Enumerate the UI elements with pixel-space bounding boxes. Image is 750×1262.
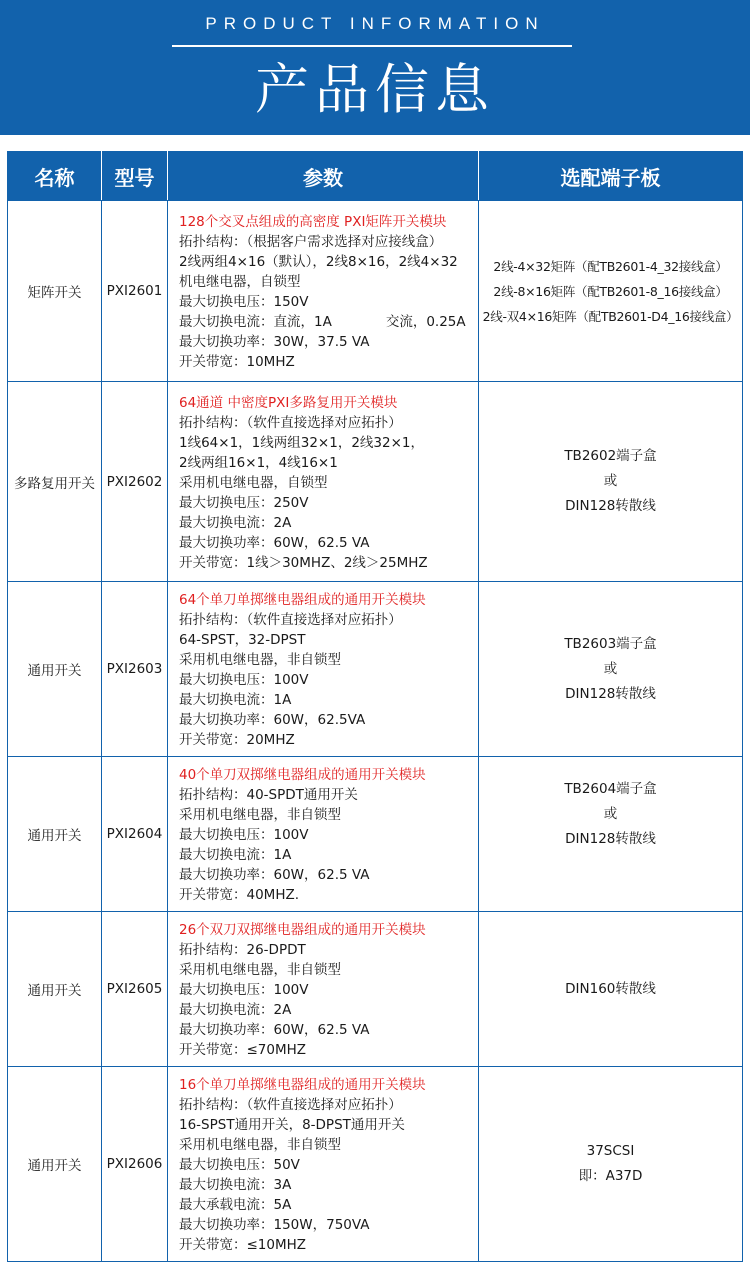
param-line: 采用机电继电器，非自锁型 [179,807,341,823]
board-options [479,757,743,912]
param-line: 开关带宽：10MHZ [179,354,295,370]
param-line: 最大切换电压：100V [179,672,309,688]
board-option: 即：A37D [578,1168,643,1184]
param-highlight: 40个单刀双掷继电器组成的通用开关模块 [179,767,426,783]
param-highlight: 26个双刀双掷继电器组成的通用开关模块 [179,922,426,938]
param-line: 开关带宽：≤10MHZ [179,1237,307,1253]
param-line: 最大切换功率：60W，62.5VA [179,712,366,728]
page-title: 产品信息 [255,58,495,121]
table-row [8,757,743,912]
product-name: 通用开关 [8,757,102,912]
table-row [8,582,743,757]
board-option: 或 [603,806,618,822]
product-model: PXI2602 [102,382,168,582]
product-params [168,912,479,1067]
param-line: 拓扑结构：（软件直接选择对应拓扑） [179,414,402,431]
param-line: 拓扑结构：（软件直接选择对应拓扑） [179,612,402,628]
param-line: 最大切换电压：100V [179,982,309,998]
param-highlight: 16个单刀单掷继电器组成的通用开关模块 [179,1077,426,1093]
param-line: 最大切换电流：1A [179,847,292,863]
param-line: 开关带宽：1线＞30MHZ、2线＞25MHZ [179,554,428,571]
product-model: PXI2604 [102,757,168,912]
param-line: 拓扑结构：26-DPDT [179,942,306,958]
param-line: 采用机电继电器，自锁型 [179,474,328,491]
product-params [168,382,479,582]
product-params [168,1067,479,1262]
product-name: 通用开关 [8,582,102,757]
table-row [8,1067,743,1262]
product-name: 矩阵开关 [8,201,102,382]
param-line: 最大切换电流：2A [179,514,292,531]
param-line: 最大切换功率：60W，62.5 VA [179,534,370,551]
param-highlight: 64个单刀单掷继电器组成的通用开关模块 [179,592,426,608]
column-header-params: 参数 [168,152,479,201]
product-model: PXI2603 [102,582,168,757]
product-model: PXI2606 [102,1067,168,1262]
param-line: 最大切换电压：100V [179,827,309,843]
board-option: DIN160转散线 [565,980,656,997]
board-options [479,1067,743,1262]
table-row [8,912,743,1067]
param-line: 最大切换电流：直流，1A 交流，0.25A [179,314,466,330]
board-options [479,201,743,382]
board-option: DIN128转散线 [565,831,656,847]
param-line: 最大切换电流：2A [179,1002,292,1018]
board-options [479,582,743,757]
board-option: 2线-4×32矩阵（配TB2601-4_32接线盒） [493,258,728,274]
param-highlight: 128个交叉点组成的高密度 PXI矩阵开关模块 [179,214,447,230]
board-option: DIN128转散线 [565,685,656,702]
product-table [7,151,743,1262]
board-option: 或 [603,660,618,677]
param-highlight: 64通道 中密度PXI多路复用开关模块 [179,394,398,411]
param-line: 2线两组4×16（默认），2线8×16，2线4×32 [179,254,458,270]
param-line: 最大切换电流：1A [179,692,292,708]
board-options [479,912,743,1067]
board-option: 37SCSI [586,1143,635,1159]
param-line: 采用机电继电器，非自锁型 [179,652,341,668]
header-divider [172,45,572,47]
param-line: 64-SPST，32-DPST [179,632,306,648]
table-header-row [8,152,743,201]
header-banner [0,0,750,135]
param-line: 开关带宽：≤70MHZ [179,1042,307,1058]
param-line: 最大切换功率：150W，750VA [179,1217,370,1233]
param-line: 最大切换功率：30W，37.5 VA [179,334,370,350]
board-option: TB2603端子盒 [564,635,657,652]
param-line: 最大切换电流：3A [179,1177,292,1193]
param-line: 最大切换电压：50V [179,1157,300,1173]
param-line: 最大承载电流：5A [179,1197,292,1213]
product-model: PXI2601 [102,201,168,382]
param-line: 最大切换功率：60W，62.5 VA [179,867,370,883]
column-header-model: 型号 [102,152,168,201]
param-line: 采用机电继电器，非自锁型 [179,962,341,978]
param-line: 1线64×1，1线两组32×1，2线32×1， [179,434,425,451]
product-name: 通用开关 [8,1067,102,1262]
table-row [8,201,743,382]
param-line: 最大切换功率：60W，62.5 VA [179,1022,370,1038]
param-line: 2线两组16×1，4线16×1 [179,454,338,471]
board-option: TB2602端子盒 [564,448,657,464]
column-header-boards: 选配端子板 [479,152,743,201]
param-line: 拓扑结构：40-SPDT通用开关 [179,787,358,803]
board-option: 2线-双4×16矩阵（配TB2601-D4_16接线盒） [482,308,739,324]
product-params [168,582,479,757]
board-option: 或 [603,473,618,489]
param-line: 机电继电器，自锁型 [179,274,301,290]
product-params [168,757,479,912]
param-line: 最大切换电压：250V [179,494,309,511]
board-option: DIN128转散线 [565,498,656,514]
column-header-name: 名称 [8,152,102,201]
product-model: PXI2605 [102,912,168,1067]
param-line: 采用机电继电器，非自锁型 [179,1137,341,1153]
product-name: 多路复用开关 [8,382,102,582]
param-line: 开关带宽：40MHZ. [179,887,300,903]
param-line: 开关带宽：20MHZ [179,732,295,748]
param-line: 拓扑结构：（根据客户需求选择对应接线盒） [179,234,443,250]
table-row [8,382,743,582]
product-name: 通用开关 [8,912,102,1067]
board-option: TB2604端子盒 [564,781,657,797]
param-line: 最大切换电压：150V [179,294,309,310]
product-params [168,201,479,382]
param-line: 16-SPST通用开关，8-DPST通用开关 [179,1117,405,1133]
header-subtitle: PRODUCT INFORMATION [205,14,545,33]
param-line: 拓扑结构：（软件直接选择对应拓扑） [179,1097,402,1113]
board-option: 2线-8×16矩阵（配TB2601-8_16接线盒） [493,283,728,299]
board-options [479,382,743,582]
